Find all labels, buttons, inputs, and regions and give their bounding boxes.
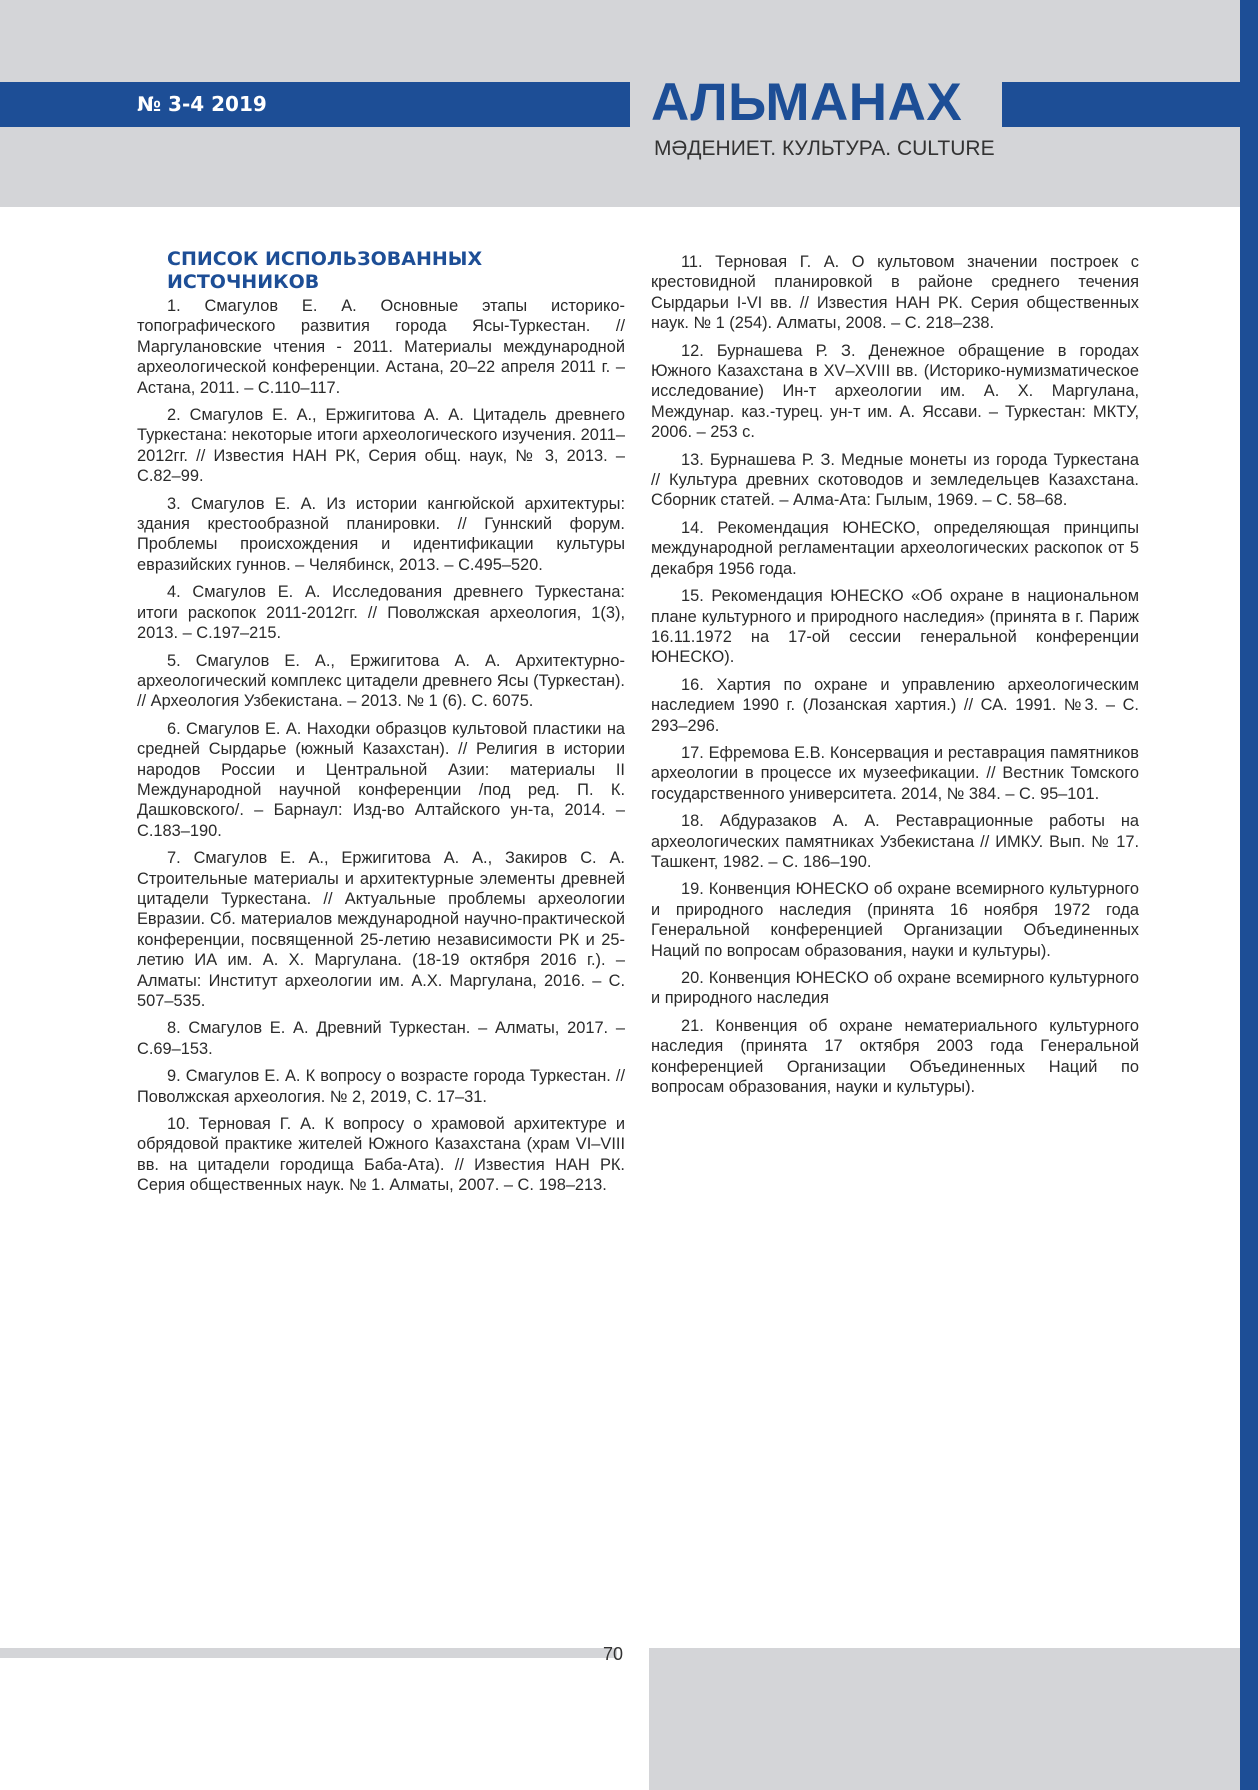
right-edge-stripe: [1240, 0, 1258, 1790]
header-bar-right: [1002, 82, 1240, 127]
references-heading-line1: СПИСОК ИСПОЛЬЗОВАННЫХ: [167, 248, 483, 270]
references-heading: [167, 248, 625, 294]
journal-title: АЛЬМАНАХ: [651, 73, 963, 132]
reference-item: 12. Бурнашева Р. З. Денежное обращение в городах Южного Казахстана в XV–XVIII вв. (Историко-нумизматическое исследование) Ин-т археологии им. А. Х. Маргулана, Междунар. каз.-турец. ун-т им. А. Яссави. – Туркестан: МКТУ, 2006. – 253 с.: [651, 341, 1139, 442]
reference-item: 15. Рекомендация ЮНЕСКО «Об охране в национальном плане культурного и природного наследия» (принята в г. Париж 16.11.1972 на 17-ой сессии генеральной конференции ЮНЕСКО).: [651, 587, 1139, 667]
page-number: 70: [602, 1644, 624, 1664]
reference-item: 9. Смагулов Е. А. К вопросу о возрасте города Туркестан. // Поволжская археология. № 2, 2019, С. 17–31.: [137, 1067, 625, 1106]
reference-item: 19. Конвенция ЮНЕСКО об охране всемирного культурного и природного наследия (принята 16 ноября 1972 года Генеральной конференцией Организации Объединенных Наций по вопросам образования, науки и культуры).: [651, 880, 1139, 960]
references-heading-line2: ИСТОЧНИКОВ: [167, 271, 320, 293]
references-column-right: [651, 252, 1139, 1104]
reference-item: 5. Смагулов Е. А., Ержигитова А. А. Архитектурно-археологический комплекс цитадели древнего Ясы (Туркестан). // Археология Узбекистана. – 2013. № 1 (6). С. 6075.: [137, 651, 625, 711]
reference-item: 11. Терновая Г. А. О культовом значении построек с крестовидной планировкой в районе среднего течения Сырдарьи I-VI вв. // Известия НАН РК. Серия общественных наук. № 1 (254). Алматы, 2008. – С. 218–238.: [651, 253, 1139, 333]
reference-item: 13. Бурнашева Р. З. Медные монеты из города Туркестана // Культура древних скотоводов и земледельцев Казахстана. Сборник статей. – Алма-Ата: Гылым, 1969. – С. 58–68.: [651, 450, 1139, 510]
reference-item: 2. Смагулов Е. А., Ержигитова А. А. Цитадель древнего Туркестана: некоторые итоги археологического изучения. 2011–2012гг. // Известия НАН РК, Серия общ. наук, № 3, 2013. – С.82–99.: [137, 406, 625, 486]
journal-tagline: МӘДЕНИЕТ. КУЛЬТУРА. CULTURE: [654, 137, 995, 160]
reference-item: 18. Абдуразаков А. А. Реставрационные работы на археологических памятниках Узбекистана // ИМКУ. Вып. № 17. Ташкент, 1982. – С. 186–190.: [651, 812, 1139, 871]
references-column-left: [137, 248, 625, 1203]
reference-item: 4. Смагулов Е. А. Исследования древнего Туркестана: итоги раскопок 2011-2012гг. // Поволжская археология, 1(3), 2013. – С.197–215.: [137, 583, 625, 643]
reference-item: 1. Смагулов Е. А. Основные этапы историко-топографического развития города Ясы-Туркестан. // Маргулановские чтения - 2011. Материалы международной археологической конференции. Астана, 20–22 апреля 2011 г. – Астана, 2011. – С.110–117.: [137, 297, 625, 397]
reference-item: 10. Терновая Г. А. К вопросу о храмовой архитектуре и обрядовой практике жителей Южного Казахстана (храм VI–VIII вв. на цитадели городища Баба-Ата). // Известия НАН РК. Серия общественных наук. № 1. Алматы, 2007. – С. 198–213.: [137, 1115, 625, 1195]
footer-rule: [0, 1648, 617, 1658]
reference-item: 21. Конвенция об охране нематериального культурного наследия (принята 17 октября 2003 года Генеральной конференцией Организации Объединенных Наций по вопросам образования, науки и культуры).: [651, 1016, 1139, 1097]
footer-block: [649, 1648, 1240, 1790]
reference-item: 7. Смагулов Е. А., Ержигитова А. А., Закиров С. А. Строительные материалы и архитектурные элементы древней цитадели Туркестана. // Актуальные проблемы археологии Евразии. Сб. материалов международной научно-практической конференции, посвященной 25-летию независимости РК и 25-летию ИА им. А. Х. Маргулана. (18-19 октября 2016 г.). – Алматы: Институт археологии им. А.Х. Маргулана, 2016. – С. 507–535.: [137, 849, 625, 1010]
reference-item: 17. Ефремова Е.В. Консервация и реставрация памятников археологии в процессе их музеефикации. // Вестник Томского государственного университета. 2014, № 384. – С. 95–101.: [651, 743, 1139, 803]
reference-item: 16. Хартия по охране и управлению археологическим наследием 1990 г. (Лозанская хартия.) // СА. 1991. №3. – С. 293–296.: [651, 675, 1139, 735]
header-bar-left: [0, 82, 630, 127]
reference-item: 20. Конвенция ЮНЕСКО об охране всемирного культурного и природного наследия: [651, 969, 1139, 1008]
reference-item: 8. Смагулов Е. А. Древний Туркестан. – Алматы, 2017. – С.69–153.: [137, 1019, 625, 1058]
issue-number: № 3-4 2019: [137, 92, 267, 116]
reference-item: 6. Смагулов Е. А. Находки образцов культовой пластики на средней Сырдарье (южный Казахстан). // Религия в истории народов России и Центральной Азии: материалы II Международной научной конференции /под ред. П. К. Дашковского/. – Барнаул: Изд-во Алтайского ун-та, 2014. – С.183–190.: [137, 719, 625, 840]
reference-item: 3. Смагулов Е. А. Из истории кангюйской архитектуры: здания крестообразной планировки. // Гуннский форум. Проблемы происхождения и идентификации культуры евразийских гуннов. – Челябинск, 2013. – С.495–520.: [137, 494, 625, 574]
reference-item: 14. Рекомендация ЮНЕСКО, определяющая принципы международной регламентации археологических раскопок от 5 декабря 1956 года.: [651, 518, 1139, 578]
